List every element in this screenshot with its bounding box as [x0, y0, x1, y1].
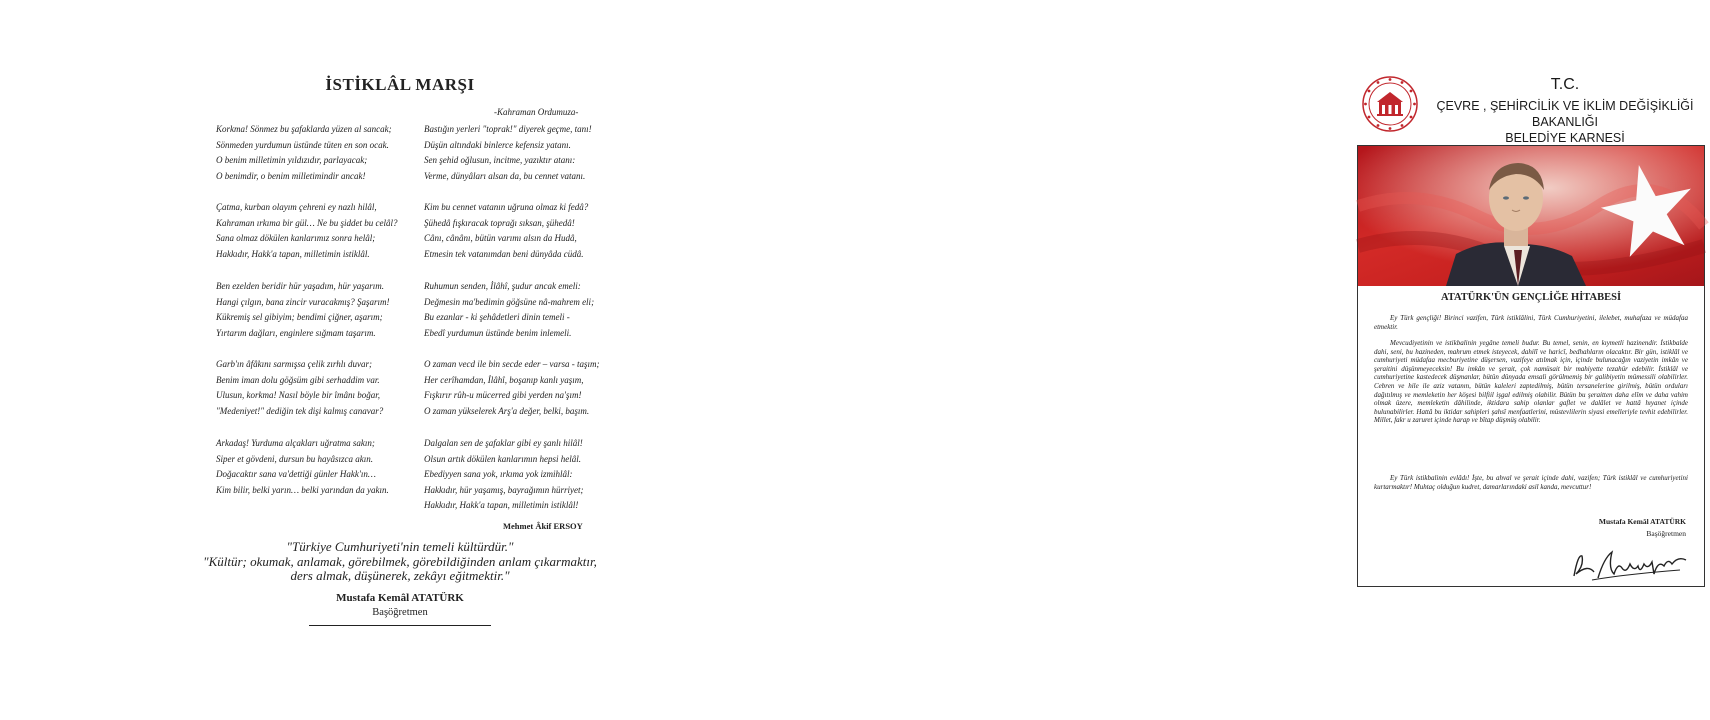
ataturk-quote: [200, 540, 600, 584]
anthem-line: Kükremiş sel gibiyim; bendimi çiğner, aşarım;: [216, 312, 383, 323]
anthem-line: Kim bilir, belki yarın… belki yarından da yakın.: [216, 484, 389, 495]
quote-line: ders almak, düşünerek, zekâyı eğitmektir.": [290, 568, 510, 583]
anthem-line: Hangi çılgın, bana zincir vuracakmış? Şaşarım!: [216, 296, 390, 307]
anthem-line: Fışkırır rûh-u mücerred gibi yerden na'şım!: [424, 390, 582, 401]
hitabe-title: ATATÜRK'ÜN GENÇLİĞE HİTABESİ: [1440, 292, 1622, 303]
hitabe-paragraph-3: Ey Türk istikbalinin evlâdı! İşte, bu ahval ve şerait içinde dahi, vazifen; Türk istiklâl ve cumhuriyetini kurtarmaktır! Muhtaç olduğun kudret, damarlarındaki asil kanda, mevcuttur!: [1374, 474, 1688, 491]
anthem-line: O benimdir, o benim milletimindir ancak!: [216, 170, 366, 181]
anthem-line: Ulusun, korkma! Nasıl böyle bir îmânı boğar,: [216, 390, 380, 401]
anthem-line: O zaman vecd ile bin secde eder – varsa - taşım;: [424, 359, 600, 369]
anthem-line: Bastığın yerleri "toprak!" diyerek geçme, tanı!: [424, 124, 592, 134]
ministry-logo-icon: [1362, 76, 1418, 132]
anthem-stanza: [216, 200, 398, 262]
anthem-line: Kim bu cennet vatanın uğruna olmaz ki fedâ?: [424, 202, 589, 212]
anthem-line: Ebediyyen sana yok, ırkıma yok izmihlâl:: [424, 469, 573, 480]
anthem-line: Ben ezelden beridir hür yaşadım, hür yaşarım.: [216, 281, 384, 291]
anthem-line: Arkadaş! Yurduma alçakları uğratma sakın;: [216, 438, 375, 448]
anthem-line: Yırtarım dağları, enginlere sığmam taşarım.: [216, 327, 376, 338]
anthem-stanza: [216, 357, 383, 419]
anthem-title: İSTİKLÂL MARŞI: [325, 75, 475, 94]
quote-line: "Kültür; okumak, anlamak, görebilmek, görebildiğinden anlam çıkarmaktır,: [203, 553, 597, 569]
anthem-stanza: [216, 279, 390, 341]
quote-author-title: Başöğretmen: [372, 607, 428, 618]
hitabe-paragraph-2: Mevcudiyetinin ve istikbalinin yegâne temeli budur. Bu temel, senin, en kıymetli hazinendir. İstikbalde dahi, seni, bu hazineden, mahrum etmek isteyecek, dahilî ve haricî, bedhahların olacaktır. Bir gün, istiklâl ve cumhuriyeti müdafaa mecburiyetine düşersen, vazifeye atılmak için, içinde bulunacağın vaziyetin imkân ve şeraitini düşünmeyeceksin! Bu imkân ve şerait, çok namüsait bir mahiyette tezahür edebilir. İstiklâl ve cumhuriyetine kastedecek düşmanlar, bütün dünyada emsali görülmemiş bir galibiyetin mümessili olabilirler. Cebren ve hile ile aziz vatanın, bütün kaleleri zaptedilmiş, bütün tersanelerine girilmiş, bütün orduları dağıtılmış ve memleketin her köşesi bilfiil işgal edilmiş olabilir. Bütün bu şeraitten daha elîm ve daha vahim olmak üzere, memleketin dâhilinde, iktidara sahip olanlar gaflet ve dalâlet ve hattâ hıyanet içinde bulunabilirler. Hattâ bu iktidar sahipleri şahsî menfaatlerini, müstevlilerin siyasi emelleriyle tevhit edebilirler. Millet, fakr u zaruret içinde harap ve bîtap düşmüş olabilir.: [1374, 339, 1688, 425]
signature-divider: [309, 625, 491, 626]
istiklal-marsi-page: [0, 0, 640, 720]
hitabe-paragraph-1: Ey Türk gençliği! Birinci vazifen, Türk istiklâlini, Türk Cumhuriyetini, ilelebet, muhafaza ve müdafaa etmektir.: [1374, 314, 1688, 331]
anthem-line: Düşün altındaki binlerce kefensiz yatanı.: [424, 139, 571, 150]
signer-title: Başöğretmen: [1646, 529, 1686, 538]
anthem-line: Çatma, kurban olayım çehreni ey nazlı hilâl,: [216, 202, 377, 212]
anthem-line: Doğacaktır sana va'dettiği günler Hakk'ın…: [216, 469, 376, 480]
anthem-line: Şühedâ fışkıracak toprağı sıksan, şühedâ!: [424, 217, 575, 228]
anthem-line: Kahraman ırkıma bir gül… Ne bu şiddet bu celâl?: [216, 217, 398, 228]
anthem-line: Dalgalan sen de şafaklar gibi ey şanlı hilâl!: [424, 438, 583, 448]
anthem-line: Hakkıdır, Hakk'a tapan, milletimin istiklâl.: [216, 248, 370, 259]
anthem-author: Mehmet Âkif ERSOY: [503, 521, 583, 531]
ministry-name: ÇEVRE , ŞEHİRCİLİK VE İKLİM DEĞİŞİKLİĞİ BAKANLIĞI: [1436, 99, 1694, 129]
anthem-line: O zaman yükselerek Arş'a değer, belki, başım.: [424, 405, 590, 416]
anthem-line: Etmesin tek vatanımdan beni dünyâda cüdâ.: [424, 248, 584, 259]
anthem-line: Benim iman dolu göğsüm gibi serhaddim var.: [216, 374, 380, 385]
anthem-line: Cânı, cânânı, bütün varımı alsın da Hudâ,: [424, 233, 577, 244]
anthem-stanza: [424, 122, 592, 184]
anthem-line: Ebedî yurdumun üstünde benim inlemeli.: [424, 327, 572, 338]
anthem-stanza: [424, 279, 594, 341]
quote-author: Mustafa Kemâl ATATÜRK: [336, 592, 464, 604]
anthem-line: Sönmeden yurdumun üstünde tüten en son ocak.: [216, 139, 389, 150]
anthem-line: Değmesin ma'bedimin göğsüne nâ-mahrem eli;: [424, 296, 595, 307]
anthem-stanza: [424, 436, 584, 514]
ataturk-flag-banner: [1358, 146, 1704, 286]
anthem-line: Her cerîhamdan, İlâhî, boşanıp kanlı yaşım,: [424, 374, 584, 385]
header: [1420, 76, 1710, 146]
portrait-illustration: [1358, 146, 1704, 286]
anthem-line: Siper et gövdeni, dursun bu hayâsızca akın.: [216, 453, 373, 464]
hitabe-frame: [1357, 145, 1705, 587]
belediye-karnesi-page: [640, 0, 1694, 720]
anthem-stanza: [424, 200, 588, 262]
anthem-line: Sana olmaz dökülen kanlarımız sonra helâl;: [216, 233, 376, 244]
signer-name: Mustafa Kemâl ATATÜRK: [1598, 517, 1686, 526]
quote-line: "Türkiye Cumhuriyeti'nin temeli kültürdür.": [286, 539, 514, 554]
anthem-stanza: [216, 436, 389, 498]
anthem-line: O benim milletimin yıldızıdır, parlayacak;: [216, 155, 368, 166]
anthem-line: Garb'ın âfâkını sarmışsa çelik zırhlı duvar;: [216, 359, 373, 369]
anthem-line: "Medeniyet!" dediğin tek dişi kalmış canavar?: [216, 405, 384, 416]
anthem-line: Ruhumun senden, İlâhî, şudur ancak emeli:: [424, 281, 581, 291]
anthem-line: Hakkıdır, hür yaşamış, bayrağımın hürriyet;: [424, 484, 584, 495]
anthem-line: Sen şehid oğlusun, incitme, yazıktır atanı:: [424, 155, 576, 166]
anthem-line: Hakkıdır, Hakk'a tapan, milletimin istiklâl!: [424, 500, 579, 511]
anthem-line: Bu ezanlar - ki şehâdetleri dinin temeli -: [424, 312, 570, 323]
ataturk-signature-icon: [1568, 544, 1693, 584]
anthem-stanza: [216, 122, 392, 184]
anthem-dedication: -Kahraman Ordumuza-: [494, 107, 579, 117]
header-tc: T.C.: [1550, 76, 1580, 93]
anthem-line: Korkma! Sönmez bu şafaklarda yüzen al sancak;: [216, 124, 392, 134]
document-subtitle: BELEDİYE KARNESİ: [1505, 131, 1625, 145]
anthem-stanza: [424, 357, 599, 419]
anthem-line: Verme, dünyâları alsan da, bu cennet vatanı.: [424, 170, 586, 181]
anthem-line: Olsun artık dökülen kanlarımın hepsi helâl.: [424, 453, 581, 464]
